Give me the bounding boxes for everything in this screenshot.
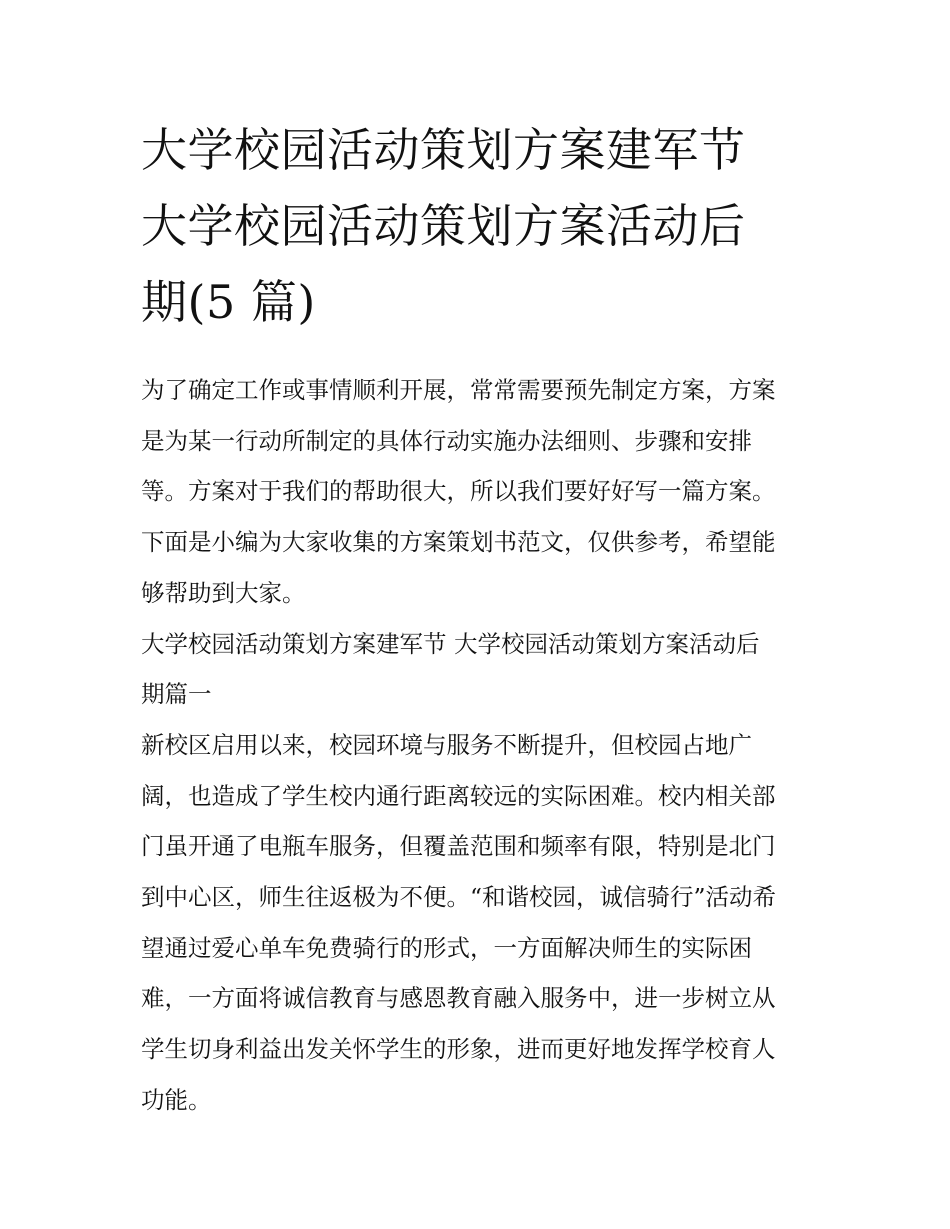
section-body-line: 阔，也造成了学生校内通行距离较远的实际困难。校内相关部 [141, 781, 776, 810]
section-body-line: 门虽开通了电瓶车服务，但覆盖范围和频率有限，特别是北门 [141, 832, 776, 861]
intro-line: 是为某一行动所制定的具体行动实施办法细则、步骤和安排 [141, 426, 752, 455]
section-body-line: 到中心区，师生往返极为不便。“和谐校园，诚信骑行”活动希 [141, 883, 777, 912]
document-title [141, 112, 813, 340]
title-line: 大学校园活动策划方案活动后 [141, 199, 746, 253]
intro-line: 等。方案对于我们的帮助很大，所以我们要好好写一篇方案。 [141, 477, 776, 506]
title-line: 大学校园活动策划方案建军节 [141, 123, 746, 177]
section-heading-line: 期篇一 [141, 680, 212, 709]
document-body [141, 365, 813, 1126]
intro-paragraph [141, 365, 813, 619]
title-line: 期(5 篇) [141, 275, 316, 329]
section-body-line: 学生切身利益出发关怀学生的形象，进而更好地发挥学校育人 [141, 1035, 776, 1064]
section-heading [141, 619, 813, 720]
intro-line: 下面是小编为大家收集的方案策划书范文，仅供参考，希望能 [141, 528, 776, 557]
document-content [141, 112, 813, 1126]
intro-line: 为了确定工作或事情顺利开展，常常需要预先制定方案，方案 [141, 376, 776, 404]
intro-line: 够帮助到大家。 [141, 578, 306, 607]
section-body-line: 难，一方面将诚信教育与感恩教育融入服务中，进一步树立从 [141, 984, 776, 1013]
section-body-line: 功能。 [141, 1085, 212, 1114]
section-body-line: 望通过爱心单车免费骑行的形式，一方面解决师生的实际困 [141, 933, 752, 962]
section-body-line: 新校区启用以来，校园环境与服务不断提升，但校园占地广 [141, 730, 752, 759]
section-heading-line: 大学校园活动策划方案建军节 大学校园活动策划方案活动后 [141, 629, 760, 658]
section-paragraph [141, 720, 813, 1126]
